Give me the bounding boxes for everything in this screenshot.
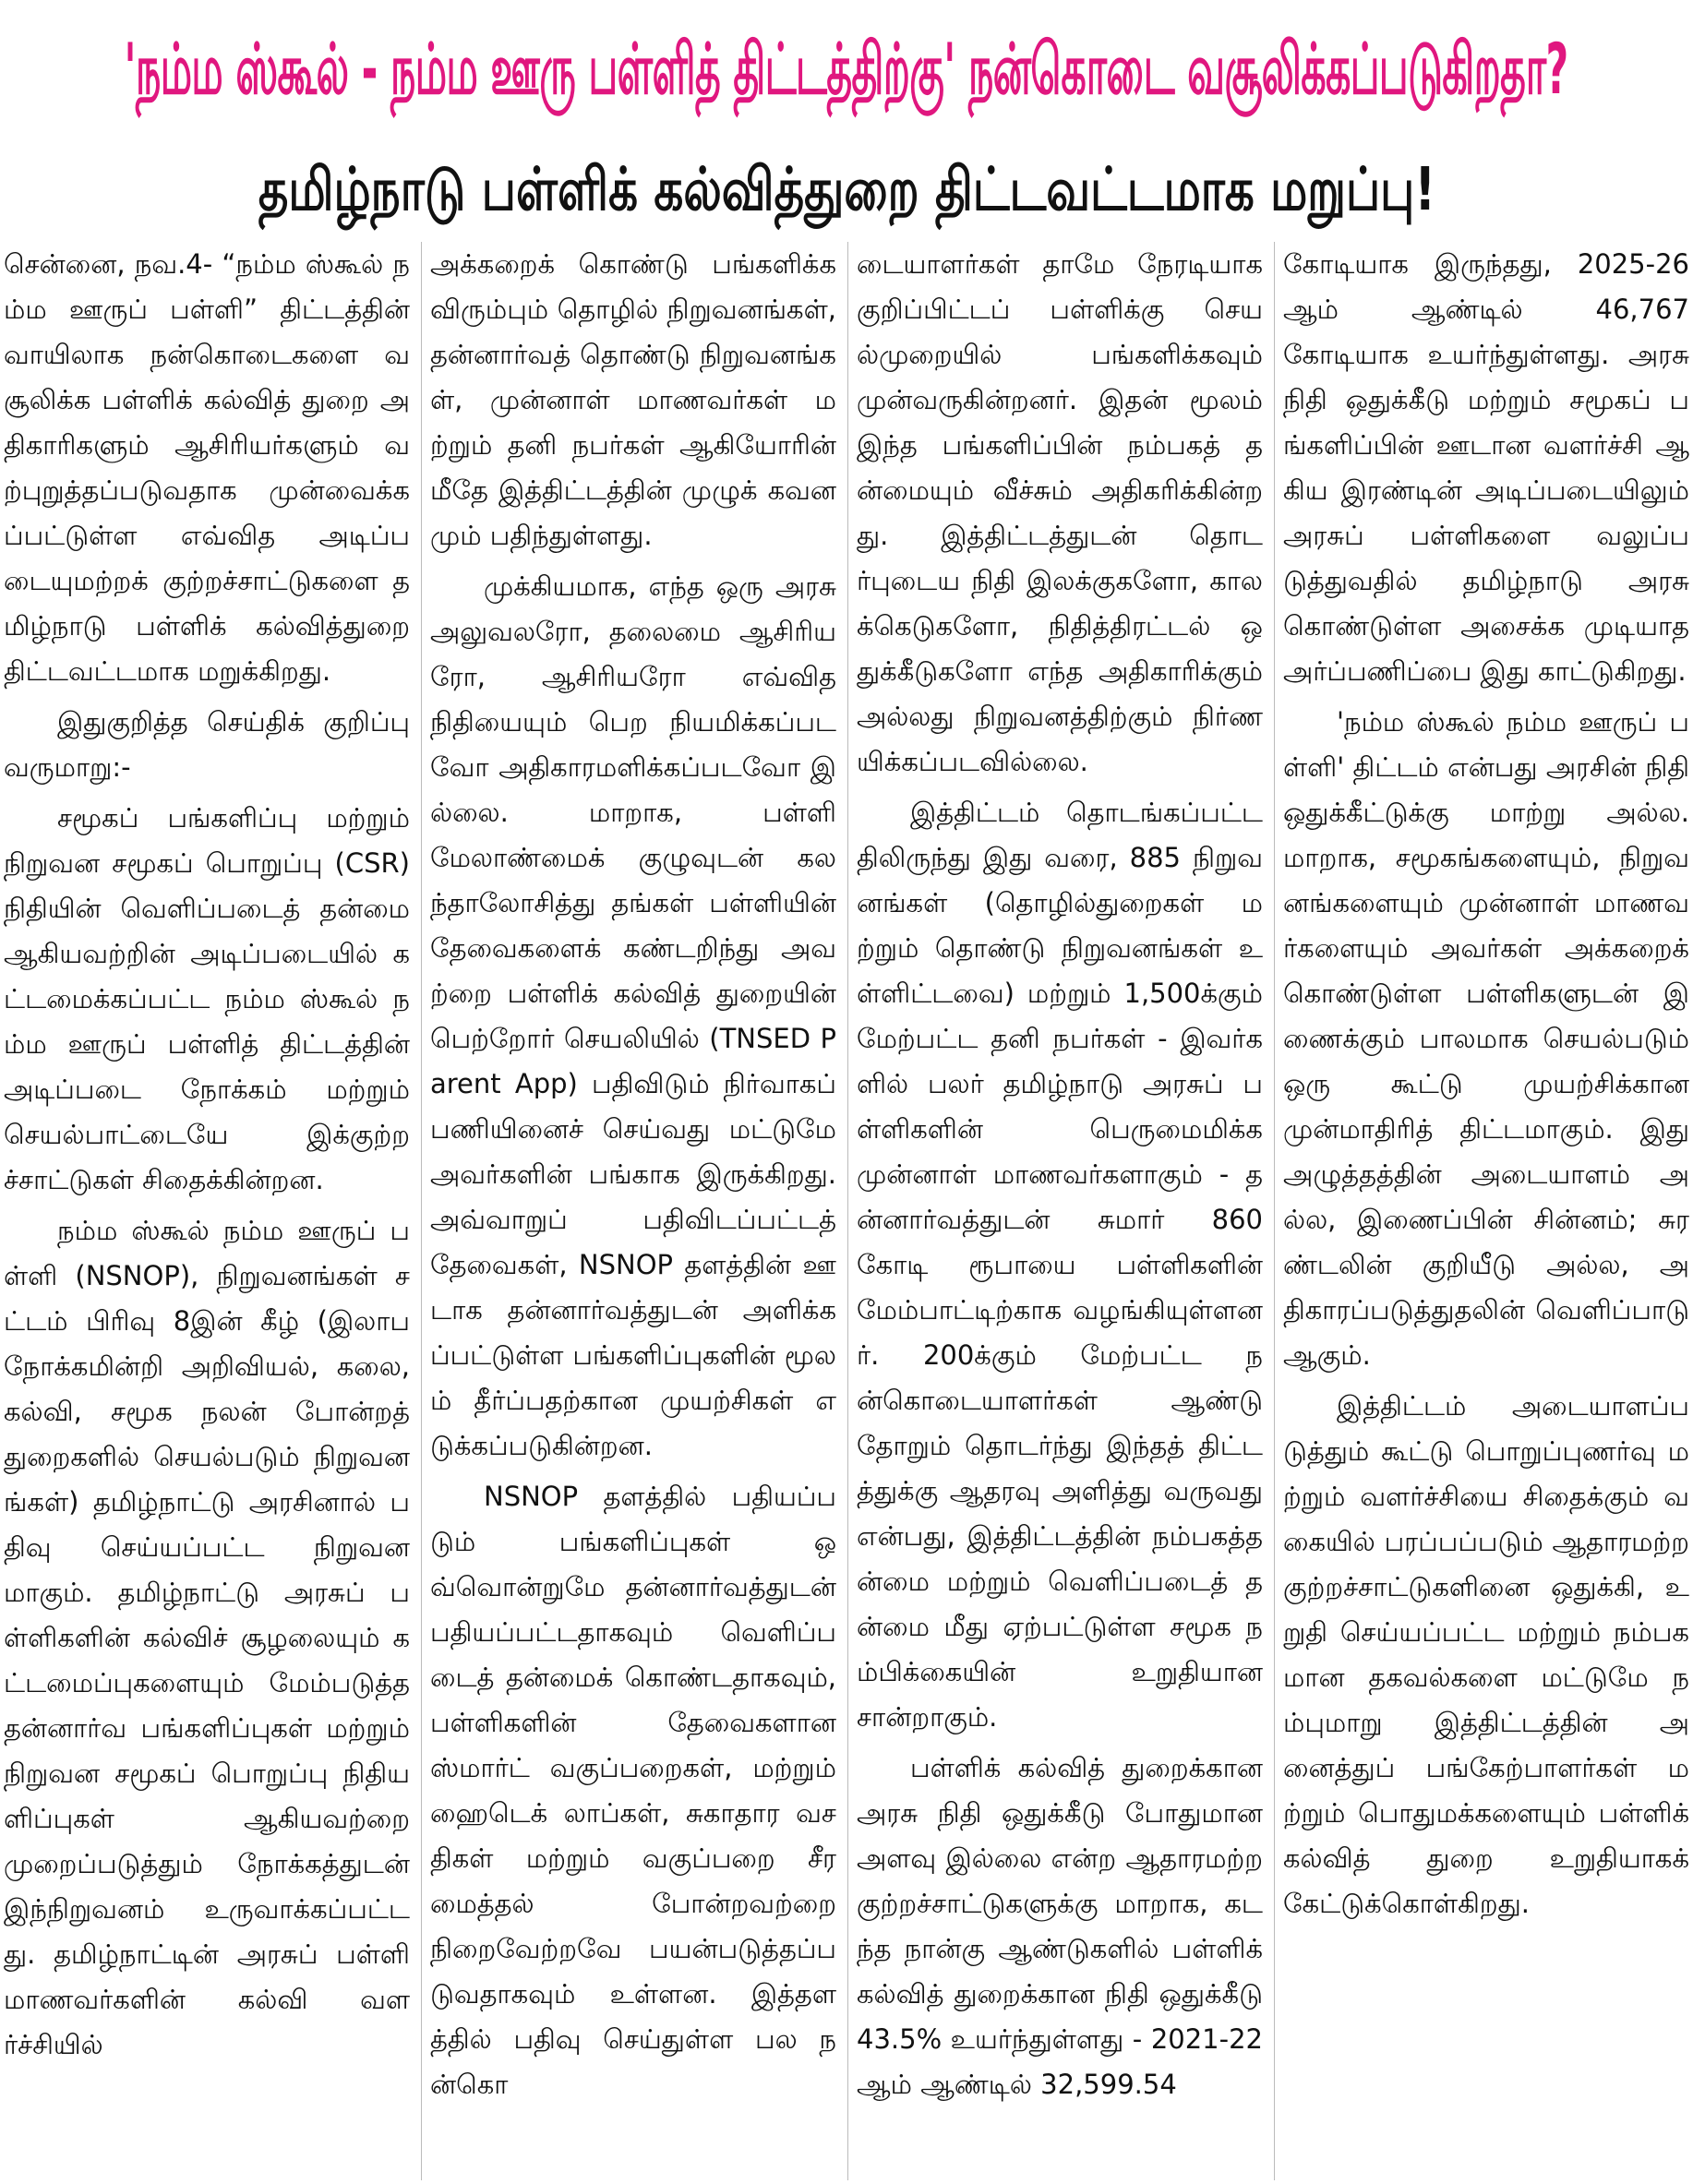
headline-text: 'நம்ம ஸ்கூல் - நம்ம ஊரு பள்ளித் திட்டத்திற்கு' நன்கொடை வசூலிக்கப்படுகிறதா?: [124, 28, 1569, 110]
column-1: [4, 242, 410, 2180]
column-2: [430, 242, 836, 2180]
article-body: [4, 242, 1689, 2180]
paragraph: இத்திட்டம் அடையாளப்படுத்தும் கூட்டு பொறுப்புணர்வு மற்றும் வளர்ச்சியை சிதைக்கும் வகையில் பரப்பப்படும் ஆதாரமற்ற குற்றச்சாட்டுகளினை ஒதுக்கி, உறுதி செய்யப்பட்ட மற்றும் நம்பகமான தகவல்களை மட்டுமே நம்புமாறு இத்திட்டத்தின் அனைத்துப் பங்கேற்பாளர்கள் மற்றும் பொதுமக்களையும் பள்ளிக் கல்வித் துறை உறுதியாகக் கேட்டுக்கொள்கிறது.: [1283, 1390, 1689, 1919]
paragraph: சென்னை, நவ.4- “நம்ம ஸ்கூல் நம்ம ஊருப் பள்ளி” திட்டத்தின் வாயிலாக நன்கொடைகளை வசூலிக்க பள்ளிக் கல்வித் துறை அதிகாரிகளும் ஆசிரியர்களும் வற்புறுத்தப்படுவதாக முன்வைக்கப்பட்டுள்ள எவ்வித அடிப்படையுமற்றக் குற்றச்சாட்டுகளை தமிழ்நாடு பள்ளிக் கல்வித்துறை திட்டவட்டமாக மறுக்கிறது.: [4, 248, 410, 687]
paragraph: 'நம்ம ஸ்கூல் நம்ம ஊருப் பள்ளி' திட்டம் என்பது அரசின் நிதி ஒதுக்கீட்டுக்கு மாற்று அல்ல. மாறாக, சமூகங்களையும், நிறுவனங்களையும் முன்னாள் மாணவர்களையும் அவர்கள் அக்கறைக் கொண்டுள்ள பள்ளிகளுடன் இணைக்கும் பாலமாக செயல்படும் ஒரு கூட்டு முயற்சிக்கான முன்மாதிரித் திட்டமாகும். இது அழுத்தத்தின் அடையாளம் அல்ல, இணைப்பின் சின்னம்; சுரண்டலின் குறியீடு அல்ல, அதிகாரப்படுத்துதலின் வெளிப்பாடு ஆகும்.: [1283, 706, 1689, 1371]
paragraph: நம்ம ஸ்கூல் நம்ம ஊருப் பள்ளி (NSNOP), நிறுவனங்கள் சட்டம் பிரிவு 8இன் கீழ் (இலாப நோக்கமின்றி அறிவியல், கலை, கல்வி, சமூக நலன் போன்றத் துறைகளில் செயல்படும் நிறுவனங்கள்) தமிழ்நாட்டு அரசினால் பதிவு செய்யப்பட்ட நிறுவனமாகும். தமிழ்நாட்டு அரசுப் பள்ளிகளின் கல்விச் சூழலையும் கட்டமைப்புகளையும் மேம்படுத்த தன்னார்வ பங்களிப்புகள் மற்றும் நிறுவன சமூகப் பொறுப்பு நிதியளிப்புகள் ஆகியவற்றை முறைப்படுத்தும் நோக்கத்துடன் இந்நிறுவனம் உருவாக்கப்பட்டது. தமிழ்நாட்டின் அரசுப் பள்ளி மாணவர்களின் கல்வி வளர்ச்சியில்: [4, 1215, 410, 2060]
paragraph: இதுகுறித்த செய்திக் குறிப்பு வருமாறு:-: [4, 706, 410, 783]
paragraph: டையாளர்கள் தாமே நேரடியாக குறிப்பிட்டப் பள்ளிக்கு செயல்முறையில் பங்களிக்கவும் முன்வருகின்றனர். இதன் மூலம் இந்த பங்களிப்பின் நம்பகத் தன்மையும் வீச்சும் அதிகரிக்கின்றது. இத்திட்டத்துடன் தொடர்புடைய நிதி இலக்குகளோ, காலக்கெடுகளோ, நிதித்திரட்டல் ஒதுக்கீடுகளோ எந்த அதிகாரிக்கும் அல்லது நிறுவனத்திற்கும் நிர்ணயிக்கப்படவில்லை.: [857, 248, 1263, 777]
headline: [0, 0, 1693, 138]
paragraph: சமூகப் பங்களிப்பு மற்றும் நிறுவன சமூகப் பொறுப்பு (CSR) நிதியின் வெளிப்படைத் தன்மை ஆகியவற்றின் அடிப்படையில் கட்டமைக்கப்பட்ட நம்ம ஸ்கூல் நம்ம ஊருப் பள்ளித் திட்டத்தின் அடிப்படை நோக்கம் மற்றும் செயல்பாட்டையே இக்குற்றச்சாட்டுகள் சிதைக்கின்றன.: [4, 802, 410, 1195]
subheadline-text: தமிழ்நாடு பள்ளிக் கல்வித்துறை திட்டவட்டமாக மறுப்பு!: [258, 156, 1435, 224]
column-4: [1283, 242, 1689, 2180]
paragraph: முக்கியமாக, எந்த ஒரு அரசு அலுவலரோ, தலைமை ஆசிரியரோ, ஆசிரியரோ எவ்வித நிதியையும் பெற நியமிக்கப்படவோ அதிகாரமளிக்கப்படவோ இல்லை. மாறாக, பள்ளி மேலாண்மைக் குழுவுடன் கலந்தாலோசித்து தங்கள் பள்ளியின் தேவைகளைக் கண்டறிந்து அவற்றை பள்ளிக் கல்வித் துறையின் பெற்றோர் செயலியில் (TNSED Parent App) பதிவிடும் நிர்வாகப் பணியினைச் செய்வது மட்டுமே அவர்களின் பங்காக இருக்கிறது. அவ்வாறுப் பதிவிடப்பட்டத் தேவைகள், NSNOP தளத்தின் ஊடாக தன்னார்வத்துடன் அளிக்கப்பட்டுள்ள பங்களிப்புகளின் மூலம் தீர்ப்பதற்கான முயற்சிகள் எடுக்கப்படுகின்றன.: [430, 570, 836, 1461]
column-3: [857, 242, 1263, 2180]
subheadline: [0, 148, 1693, 240]
paragraph: கோடியாக இருந்தது, 2025-26 ஆம் ஆண்டில் 46,767 கோடியாக உயர்ந்துள்ளது. அரசு நிதி ஒதுக்கீடு மற்றும் சமூகப் பங்களிப்பின் ஊடான வளர்ச்சி ஆகிய இரண்டின் அடிப்படையிலும் அரசுப் பள்ளிகளை வலுப்படுத்துவதில் தமிழ்நாடு அரசு கொண்டுள்ள அசைக்க முடியாத அர்ப்பணிப்பை இது காட்டுகிறது.: [1283, 248, 1689, 687]
paragraph: அக்கறைக் கொண்டு பங்களிக்க விரும்பும் தொழில் நிறுவனங்கள், தன்னார்வத் தொண்டு நிறுவனங்கள், முன்னாள் மாணவர்கள் மற்றும் தனி நபர்கள் ஆகியோரின் மீதே இத்திட்டத்தின் முழுக் கவனமும் பதிந்துள்ளது.: [430, 248, 836, 551]
paragraph: பள்ளிக் கல்வித் துறைக்கான அரசு நிதி ஒதுக்கீடு போதுமான அளவு இல்லை என்ற ஆதாரமற்ற குற்றச்சாட்டுகளுக்கு மாறாக, கடந்த நான்கு ஆண்டுகளில் பள்ளிக் கல்வித் துறைக்கான நிதி ஒதுக்கீடு 43.5% உயர்ந்துள்ளது - 2021-22 ஆம் ஆண்டில் 32,599.54: [857, 1752, 1263, 2100]
paragraph: இத்திட்டம் தொடங்கப்பட்டதிலிருந்து இது வரை, 885 நிறுவனங்கள் (தொழில்துறைகள் மற்றும் தொண்டு நிறுவனங்கள் உள்ளிட்டவை) மற்றும் 1,500க்கும் மேற்பட்ட தனி நபர்கள் - இவர்களில் பலர் தமிழ்நாடு அரசுப் பள்ளிகளின் பெருமைமிக்க முன்னாள் மாணவர்களாகும் - தன்னார்வத்துடன் சுமார் 860 கோடி ரூபாயை பள்ளிகளின் மேம்பாட்டிற்காக வழங்கியுள்ளனர். 200க்கும் மேற்பட்ட நன்கொடையாளர்கள் ஆண்டு தோறும் தொடர்ந்து இந்தத் திட்டத்துக்கு ஆதரவு அளித்து வருவது என்பது, இத்திட்டத்தின் நம்பகத்தன்மை மற்றும் வெளிப்படைத் தன்மை மீது ஏற்பட்டுள்ள சமூக நம்பிக்கையின் உறுதியான சான்றாகும்.: [857, 797, 1263, 1733]
paragraph: NSNOP தளத்தில் பதியப்படும் பங்களிப்புகள் ஒவ்வொன்றுமே தன்னார்வத்துடன் பதியப்பட்டதாகவும் வெளிப்படைத் தன்மைக் கொண்டதாகவும், பள்ளிகளின் தேவைகளான ஸ்மார்ட் வகுப்பறைகள், மற்றும் ஹைடெக் லாப்கள், சுகாதார வசதிகள் மற்றும் வகுப்பறை சீரமைத்தல் போன்றவற்றை நிறைவேற்றவே பயன்படுத்தப்படுவதாகவும் உள்ளன. இத்தளத்தில் பதிவு செய்துள்ள பல நன்கொ: [430, 1481, 836, 2100]
